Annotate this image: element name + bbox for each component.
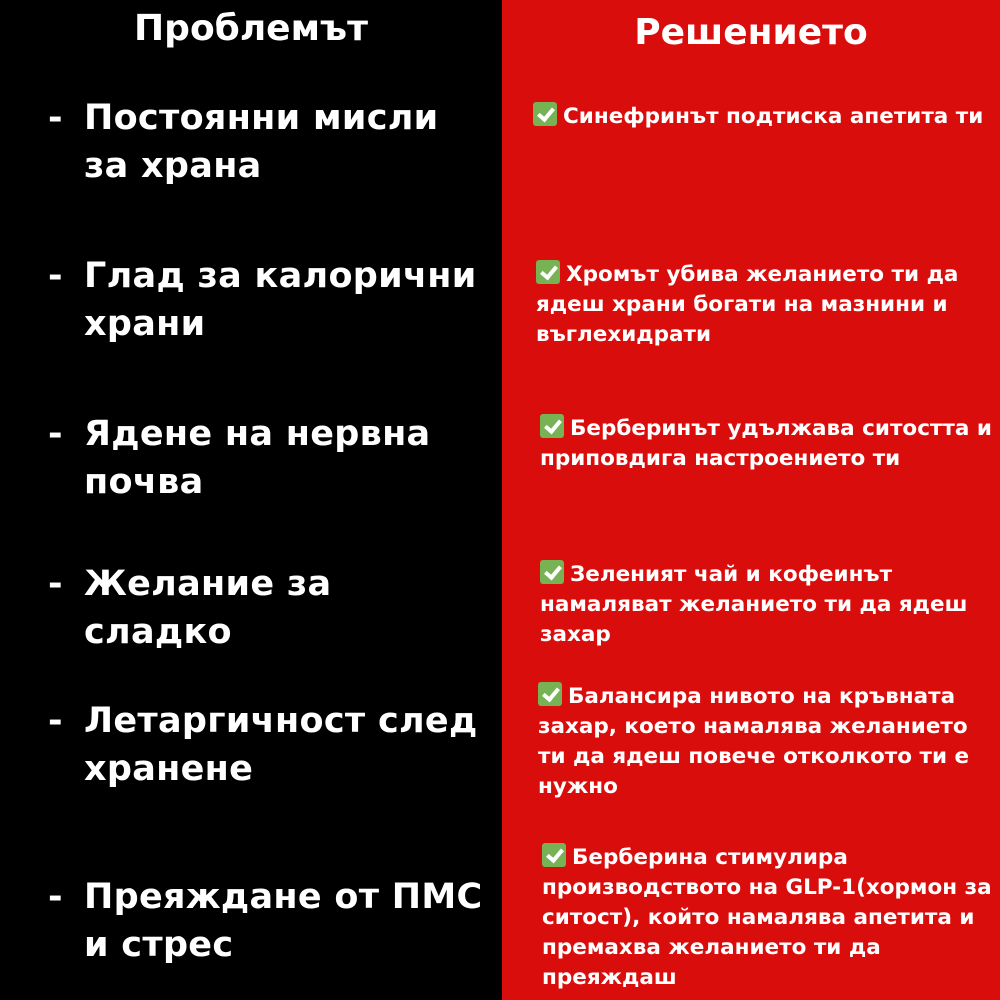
check-mark-icon [533, 102, 557, 126]
solution-item [536, 260, 996, 350]
solution-item [538, 682, 998, 802]
problem-item [48, 410, 484, 506]
problem-item [48, 560, 484, 656]
problem-item [48, 252, 484, 348]
problem-text: Глад за калорични храни [84, 256, 477, 344]
problem-item [48, 873, 484, 969]
solution-text: Балансира нивото на кръвната захар, което намалява желанието ти да ядеш повече отколкото ти е нужно [538, 684, 970, 799]
problem-text: Летаргичност след хранене [84, 701, 478, 789]
check-mark-icon [536, 260, 560, 284]
solution-text: Берберинът удължава ситостта и приповдига настроението ти [540, 416, 992, 471]
problem-text: Ядене на нервна почва [84, 414, 431, 502]
problem-text: Постоянни мисли за храна [84, 98, 439, 186]
check-mark-icon [538, 682, 562, 706]
solution-item [540, 414, 1000, 474]
check-mark-icon [540, 560, 564, 584]
solution-heading: Решението [634, 12, 868, 53]
problem-text: Преяждане от ПМС и стрес [84, 877, 483, 965]
bullet-dash: - [48, 414, 63, 454]
problem-heading: Проблемът [134, 8, 368, 49]
bullet-dash: - [48, 98, 63, 138]
problem-item [48, 94, 484, 190]
problem-text: Желание за сладко [84, 564, 332, 652]
solution-item [540, 560, 1000, 650]
problem-item [48, 697, 484, 793]
bullet-dash: - [48, 877, 63, 917]
check-mark-icon [540, 414, 564, 438]
solution-item [542, 843, 1000, 993]
solution-text: Хромът убива желанието ти да ядеш храни богати на мазнини и въглехидрати [536, 262, 959, 347]
bullet-dash: - [48, 256, 63, 296]
bullet-dash: - [48, 564, 63, 604]
check-mark-icon [542, 843, 566, 867]
solution-text: Синефринът подтиска апетита ти [563, 104, 984, 129]
bullet-dash: - [48, 701, 63, 741]
solution-item [533, 102, 993, 132]
solution-text: Зеленият чай и кофеинът намаляват желанието ти да ядеш захар [540, 562, 968, 647]
solution-text: Берберина стимулира производството на GLP-1(хормон за ситост), който намалява апетита и премахва желанието ти да преяждаш [542, 845, 992, 990]
